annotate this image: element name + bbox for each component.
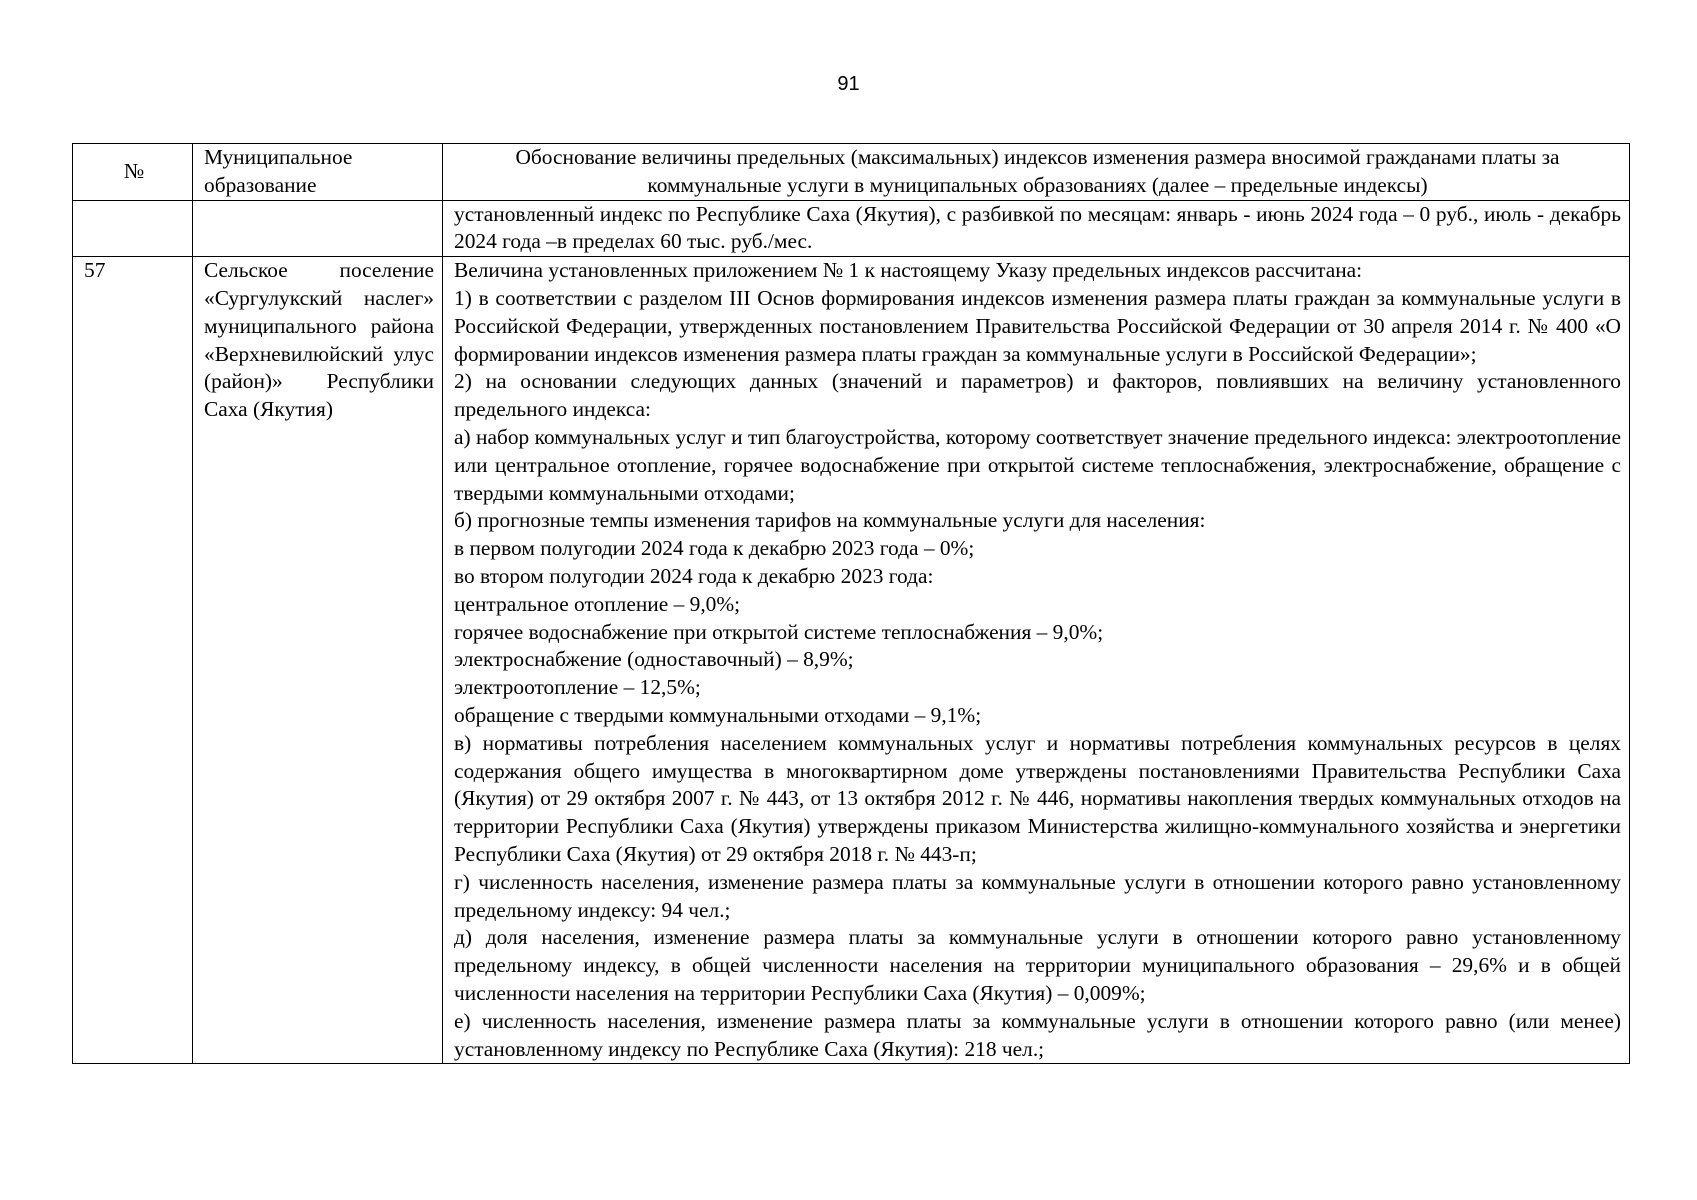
row-number: 57 xyxy=(73,257,193,1064)
continuation-number-cell xyxy=(73,200,193,257)
table-row-continuation xyxy=(73,200,1630,257)
justification-cell xyxy=(443,257,1630,1064)
paragraph-b-second-half: во втором полугодии 2024 года к декабрю 2023 года: xyxy=(454,563,934,588)
continuation-municipality-cell xyxy=(193,200,443,257)
paragraph-d: д) доля населения, изменение размера платы за коммунальные услуги в отношении которого равно установленному предельному индексу, в общей численности населения на территории муниципального образования – 29,6% и в общей численности населения на территории Республики Саха (Якутия) – 0,009%; xyxy=(454,925,1621,1005)
paragraph-v: в) нормативы потребления населением коммунальных услуг и нормативы потребления коммунальных ресурсов в целях содержания общего имущества в многоквартирном доме утверждены постановлениями Правительства Республики Саха (Якутия) от 29 октября 2007 г. № 443, от 13 октября 2012 г. № 446, нормативы накопления твердых коммунальных отходов на территории Республики Саха (Якутия) утверждены приказом Министерства жилищно-коммунального хозяйства и энергетики Республики Саха (Якутия) от 29 октября 2018 г. № 443-п; xyxy=(454,730,1621,866)
paragraph-2: 2) на основании следующих данных (значений и параметров) и факторов, повлиявших на величину установленного предельного индекса: xyxy=(454,369,1621,422)
table-row xyxy=(73,257,1630,1064)
page-number: 91 xyxy=(837,73,860,95)
paragraph-b: б) прогнозные темпы изменения тарифов на коммунальные услуги для населения: xyxy=(454,508,1206,533)
table-header-row xyxy=(73,144,1630,201)
tariff-solid-waste: обращение с твердыми коммунальными отходами – 9,1%; xyxy=(454,702,982,727)
tariff-electric-heating: электроотопление – 12,5%; xyxy=(454,675,701,700)
continuation-text: установленный индекс по Республике Саха (Якутия), с разбивкой по месяцам: январь - июнь 2024 года – 0 руб., июль - декабрь 2024 года –в пределах 60 тыс. руб./мес. xyxy=(443,200,1630,257)
header-justification: Обоснование величины предельных (максимальных) индексов изменения размера вносимой гражданами платы за коммунальные услуги в муниципальных образованиях (далее – предельные индексы) xyxy=(443,144,1630,201)
tariff-central-heating: центральное отопление – 9,0%; xyxy=(454,591,741,616)
header-municipality: Муниципальное образование xyxy=(193,144,443,201)
tariff-hot-water: горячее водоснабжение при открытой системе теплоснабжения – 9,0%; xyxy=(454,619,1104,644)
tariff-electricity: электроснабжение (одноставочный) – 8,9%; xyxy=(454,647,854,672)
paragraph-g: г) численность населения, изменение размера платы за коммунальные услуги в отношении которого равно установленному предельному индексу: 94 чел.; xyxy=(454,869,1621,922)
paragraph-e: е) численность населения, изменение размера платы за коммунальные услуги в отношении которого равно (или менее) установленному индексу по Республике Саха (Якутия): 218 чел.; xyxy=(454,1008,1621,1061)
paragraph-b-first-half: в первом полугодии 2024 года к декабрю 2023 года – 0%; xyxy=(454,536,975,561)
municipality-name: Сельское поселение «Сургулукский наслег» муниципального района «Верхневилюйский улус (район)» Республики Саха (Якутия) xyxy=(204,258,434,422)
paragraph-intro: Величина установленных приложением № 1 к настоящему Указу предельных индексов рассчитана: xyxy=(454,258,1363,283)
justification-table xyxy=(72,143,1630,1064)
paragraph-1: 1) в соответствии с разделом III Основ формирования индексов изменения размера платы граждан за коммунальные услуги в Российской Федерации, утвержденных постановлением Правительства Российской Федерации от 30 апреля 2014 г. № 400 «О формировании индексов изменения размера платы граждан за коммунальные услуги в Российской Федерации»; xyxy=(454,285,1621,366)
header-number: № xyxy=(73,144,193,201)
municipality-cell xyxy=(193,257,443,1064)
paragraph-a: а) набор коммунальных услуг и тип благоустройства, которому соответствует значение предельного индекса: электроотопление или центральное отопление, горячее водоснабжение при открытой системе теплоснабжения, электроснабжение, обращение с твердыми коммунальными отходами; xyxy=(454,424,1621,505)
